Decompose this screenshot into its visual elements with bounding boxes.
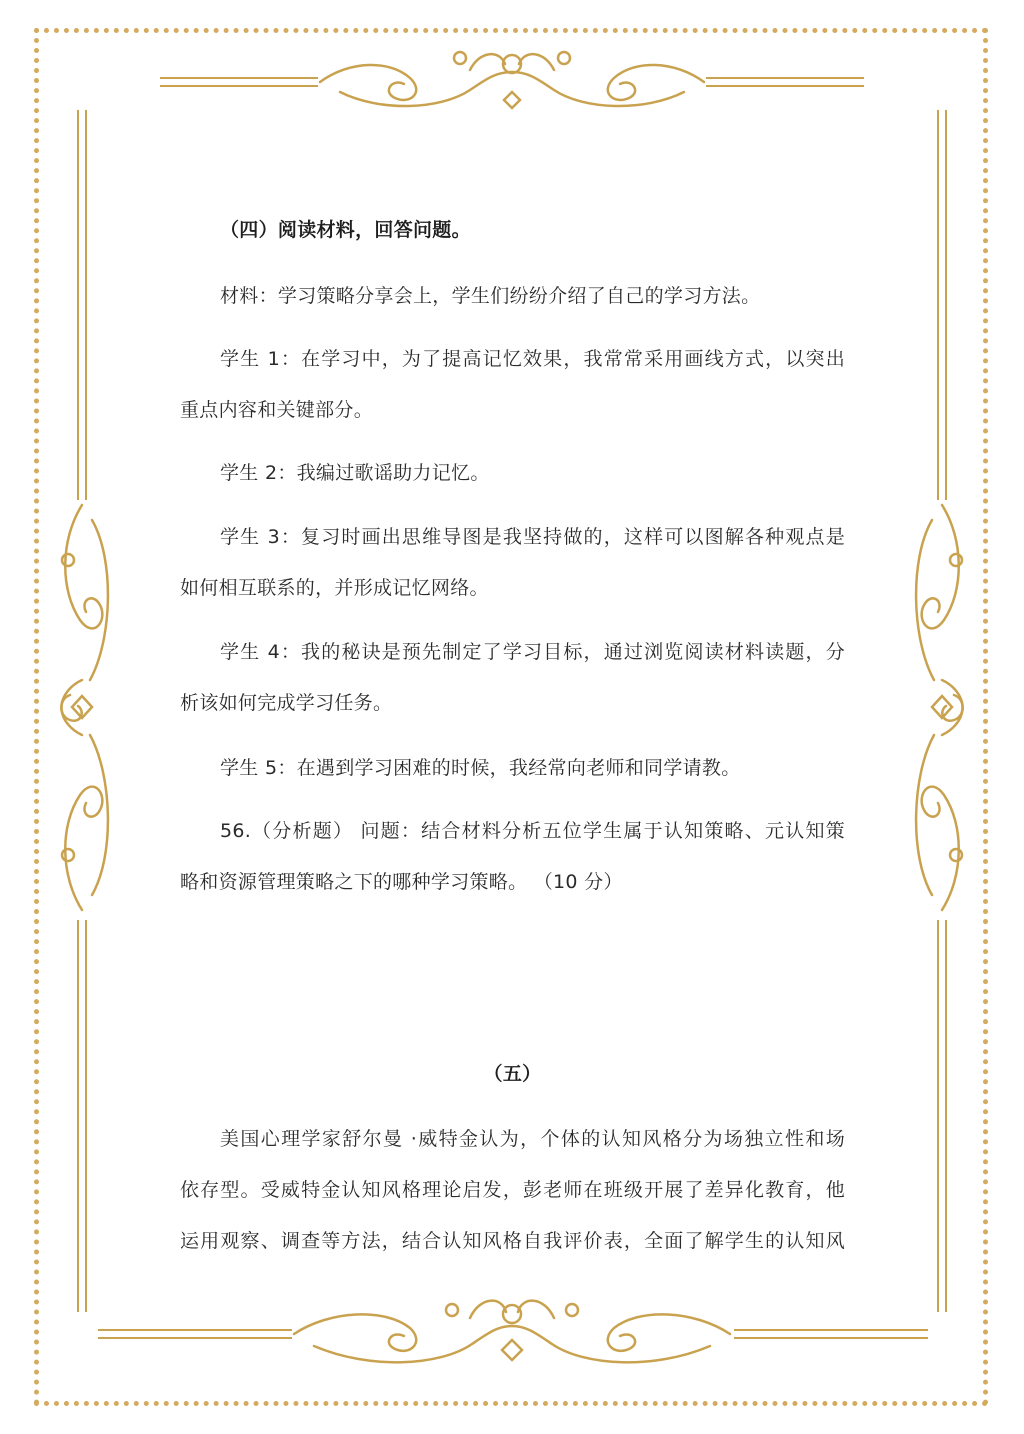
right-flourish	[916, 505, 963, 910]
top-rule-lines	[160, 78, 864, 86]
section4-heading: （四）阅读材料，回答问题。	[220, 219, 471, 241]
question-line2: 略和资源管理策略之下的哪种学习策略。 （10 分）	[180, 871, 623, 893]
bottom-rule-lines	[98, 1330, 928, 1338]
student4-line1: 学生 4：我的秘诀是预先制定了学习目标，通过浏览阅读材料读题，分	[220, 641, 845, 663]
question-line1: 56.（分析题） 问题：结合材料分析五位学生属于认知策略、元认知策	[220, 820, 845, 842]
student2: 学生 2：我编过歌谣助力记忆。	[220, 462, 490, 484]
student5: 学生 5：在遇到学习困难的时候，我经常向老师和同学请教。	[220, 757, 741, 779]
student4-line2: 析该如何完成学习任务。	[180, 692, 393, 714]
left-flourish	[61, 505, 108, 910]
student1-line1: 学生 1：在学习中，为了提高记忆效果，我常常采用画线方式，以突出	[220, 348, 845, 370]
student3-line2: 如何相互联系的，并形成记忆网络。	[180, 577, 489, 599]
section5-para-line3: 运用观察、调查等方法，结合认知风格自我评价表，全面了解学生的认知风	[180, 1230, 845, 1252]
section5-para-line1: 美国心理学家舒尔曼 ·威特金认为，个体的认知风格分为场独立性和场	[220, 1128, 845, 1150]
material-intro: 材料：学习策略分享会上，学生们纷纷介绍了自己的学习方法。	[220, 285, 761, 307]
student1-line2: 重点内容和关键部分。	[180, 399, 374, 421]
student3-line1: 学生 3：复习时画出思维导图是我坚持做的，这样可以图解各种观点是	[220, 526, 845, 548]
bottom-flourish	[294, 1301, 730, 1363]
top-flourish	[320, 52, 704, 108]
section5-para-line2: 依存型。受威特金认知风格理论启发，彭老师在班级开展了差异化教育，他	[180, 1179, 845, 1201]
section5-heading: （五）	[483, 1063, 542, 1085]
